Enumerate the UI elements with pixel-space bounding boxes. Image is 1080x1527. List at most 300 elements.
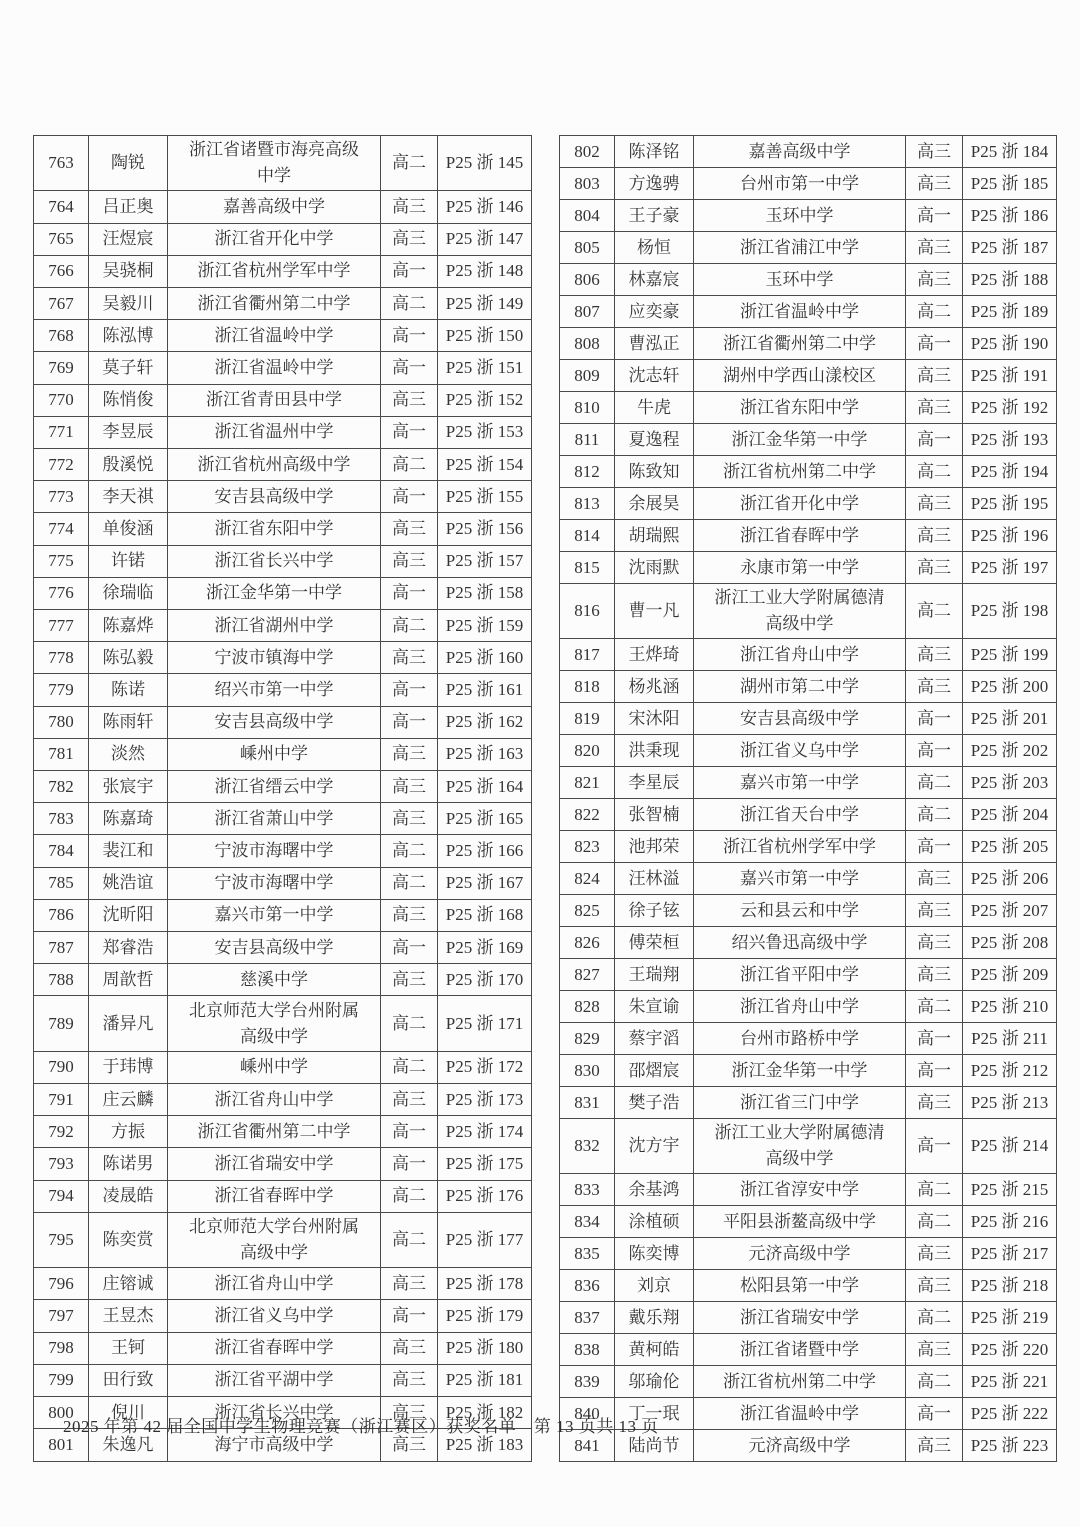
table-row — [560, 895, 1057, 927]
cell-grade: 高二 — [906, 1366, 963, 1398]
cell-number: 814 — [560, 520, 615, 552]
cell-school: 浙江省舟山中学 — [168, 1268, 381, 1300]
cell-number: 801 — [34, 1429, 89, 1462]
cell-cert: P25 浙 189 — [963, 296, 1057, 328]
cell-cert: P25 浙 208 — [963, 927, 1057, 959]
cell-grade: 高三 — [906, 1087, 963, 1119]
cell-cert: P25 浙 156 — [438, 513, 532, 545]
cell-number: 819 — [560, 703, 615, 735]
cell-grade: 高二 — [381, 867, 438, 899]
cell-cert: P25 浙 146 — [438, 191, 532, 223]
cell-grade: 高一 — [381, 577, 438, 609]
table-row — [560, 200, 1057, 232]
table-row — [560, 264, 1057, 296]
cell-name: 张宸宇 — [89, 771, 168, 803]
cell-grade: 高二 — [381, 996, 438, 1051]
cell-number: 804 — [560, 200, 615, 232]
cell-number: 795 — [34, 1212, 89, 1267]
cell-number: 837 — [560, 1302, 615, 1334]
cell-number: 824 — [560, 863, 615, 895]
cell-grade: 高三 — [906, 488, 963, 520]
cell-cert: P25 浙 160 — [438, 642, 532, 674]
cell-school: 宁波市海曙中学 — [168, 867, 381, 899]
cell-number: 770 — [34, 384, 89, 416]
table-row — [34, 255, 532, 287]
cell-school: 浙江省缙云中学 — [168, 771, 381, 803]
cell-school: 湖州中学西山漾校区 — [694, 360, 906, 392]
cell-name: 沈昕阳 — [89, 899, 168, 931]
cell-cert: P25 浙 175 — [438, 1148, 532, 1180]
cell-cert: P25 浙 188 — [963, 264, 1057, 296]
table-row — [560, 863, 1057, 895]
table-row — [34, 287, 532, 319]
cell-grade: 高二 — [381, 1051, 438, 1083]
cell-grade: 高三 — [381, 803, 438, 835]
cell-grade: 高三 — [906, 1270, 963, 1302]
cell-grade: 高一 — [381, 706, 438, 738]
cell-name: 李天祺 — [89, 481, 168, 513]
cell-school: 绍兴市第一中学 — [168, 674, 381, 706]
cell-grade: 高三 — [906, 136, 963, 168]
table-row — [34, 1332, 532, 1364]
cell-grade: 高三 — [906, 1334, 963, 1366]
cell-school: 浙江省温岭中学 — [168, 352, 381, 384]
cell-school: 浙江省义乌中学 — [694, 735, 906, 767]
table-row — [34, 1212, 532, 1267]
cell-number: 816 — [560, 584, 615, 639]
table-row — [560, 991, 1057, 1023]
cell-grade: 高二 — [381, 835, 438, 867]
cell-grade: 高二 — [906, 991, 963, 1023]
table-row — [560, 1302, 1057, 1334]
cell-grade: 高三 — [381, 1364, 438, 1396]
cell-number: 827 — [560, 959, 615, 991]
cell-name: 邬瑜伦 — [615, 1366, 694, 1398]
table-row — [34, 1084, 532, 1116]
cell-grade: 高二 — [381, 136, 438, 191]
table-row — [560, 767, 1057, 799]
cell-name: 牛虎 — [615, 392, 694, 424]
cell-name: 邵熠宸 — [615, 1055, 694, 1087]
cell-cert: P25 浙 184 — [963, 136, 1057, 168]
cell-number: 840 — [560, 1398, 615, 1430]
cell-name: 张智楠 — [615, 799, 694, 831]
cell-number: 818 — [560, 671, 615, 703]
cell-cert: P25 浙 200 — [963, 671, 1057, 703]
table-row — [560, 584, 1057, 639]
cell-number: 794 — [34, 1180, 89, 1212]
cell-cert: P25 浙 148 — [438, 255, 532, 287]
cell-name: 傅荣桓 — [615, 927, 694, 959]
cell-cert: P25 浙 157 — [438, 545, 532, 577]
cell-cert: P25 浙 174 — [438, 1116, 532, 1148]
cell-number: 836 — [560, 1270, 615, 1302]
cell-cert: P25 浙 190 — [963, 328, 1057, 360]
cell-number: 802 — [560, 136, 615, 168]
cell-grade: 高二 — [906, 1302, 963, 1334]
cell-cert: P25 浙 180 — [438, 1332, 532, 1364]
cell-grade: 高二 — [906, 584, 963, 639]
cell-cert: P25 浙 192 — [963, 392, 1057, 424]
cell-cert: P25 浙 201 — [963, 703, 1057, 735]
cell-name: 李昱辰 — [89, 416, 168, 448]
table-row — [560, 168, 1057, 200]
cell-school: 浙江省东阳中学 — [694, 392, 906, 424]
cell-name: 朱宣谕 — [615, 991, 694, 1023]
cell-cert: P25 浙 183 — [438, 1429, 532, 1462]
cell-cert: P25 浙 217 — [963, 1238, 1057, 1270]
cell-cert: P25 浙 185 — [963, 168, 1057, 200]
cell-school: 绍兴鲁迅高级中学 — [694, 927, 906, 959]
table-row — [560, 1270, 1057, 1302]
cell-name: 吴毅川 — [89, 287, 168, 319]
cell-number: 796 — [34, 1268, 89, 1300]
table-row — [560, 488, 1057, 520]
cell-grade: 高三 — [906, 360, 963, 392]
cell-school: 浙江省春晖中学 — [694, 520, 906, 552]
cell-cert: P25 浙 212 — [963, 1055, 1057, 1087]
table-row — [34, 1051, 532, 1083]
cell-number: 778 — [34, 642, 89, 674]
cell-name: 陈嘉烨 — [89, 610, 168, 642]
cell-school: 浙江省舟山中学 — [694, 991, 906, 1023]
cell-school: 浙江省舟山中学 — [694, 639, 906, 671]
cell-school: 浙江省淳安中学 — [694, 1174, 906, 1206]
cell-number: 775 — [34, 545, 89, 577]
cell-name: 陈奕赏 — [89, 1212, 168, 1267]
cell-grade: 高一 — [906, 1119, 963, 1174]
cell-name: 田行致 — [89, 1364, 168, 1396]
cell-cert: P25 浙 210 — [963, 991, 1057, 1023]
cell-number: 813 — [560, 488, 615, 520]
cell-number: 829 — [560, 1023, 615, 1055]
cell-school: 浙江省温州中学 — [168, 416, 381, 448]
cell-number: 763 — [34, 136, 89, 191]
cell-school: 宁波市镇海中学 — [168, 642, 381, 674]
cell-cert: P25 浙 197 — [963, 552, 1057, 584]
cell-grade: 高一 — [906, 328, 963, 360]
cell-number: 767 — [34, 287, 89, 319]
cell-grade: 高一 — [381, 255, 438, 287]
cell-cert: P25 浙 203 — [963, 767, 1057, 799]
cell-school: 浙江省萧山中学 — [168, 803, 381, 835]
cell-cert: P25 浙 177 — [438, 1212, 532, 1267]
cell-cert: P25 浙 164 — [438, 771, 532, 803]
cell-number: 785 — [34, 867, 89, 899]
cell-name: 应奕豪 — [615, 296, 694, 328]
cell-grade: 高一 — [381, 674, 438, 706]
cell-school: 浙江省衢州第二中学 — [168, 1116, 381, 1148]
cell-number: 833 — [560, 1174, 615, 1206]
cell-name: 胡瑞熙 — [615, 520, 694, 552]
cell-cert: P25 浙 195 — [963, 488, 1057, 520]
table-row — [34, 867, 532, 899]
cell-school: 浙江省开化中学 — [168, 223, 381, 255]
table-row — [560, 639, 1057, 671]
cell-school: 安吉县高级中学 — [168, 706, 381, 738]
cell-name: 陈奕博 — [615, 1238, 694, 1270]
cell-number: 764 — [34, 191, 89, 223]
cell-grade: 高三 — [906, 232, 963, 264]
cell-school: 嘉善高级中学 — [694, 136, 906, 168]
cell-name: 夏逸程 — [615, 424, 694, 456]
cell-school: 嘉兴市第一中学 — [168, 899, 381, 931]
cell-number: 787 — [34, 932, 89, 964]
cell-name: 陈泽铭 — [615, 136, 694, 168]
table-row — [560, 296, 1057, 328]
cell-name: 方振 — [89, 1116, 168, 1148]
table-row — [560, 1055, 1057, 1087]
cell-name: 曹一凡 — [615, 584, 694, 639]
cell-grade: 高三 — [906, 863, 963, 895]
cell-name: 丁一珉 — [615, 1398, 694, 1430]
cell-name: 余基鸿 — [615, 1174, 694, 1206]
table-row — [34, 899, 532, 931]
cell-school: 北京师范大学台州附属高级中学 — [168, 996, 381, 1051]
cell-number: 765 — [34, 223, 89, 255]
cell-cert: P25 浙 152 — [438, 384, 532, 416]
cell-number: 786 — [34, 899, 89, 931]
cell-grade: 高三 — [906, 168, 963, 200]
table-row — [34, 352, 532, 384]
cell-cert: P25 浙 213 — [963, 1087, 1057, 1119]
page-footer: 2025 年第 42 届全国中学生物理竞赛（浙江赛区）获奖名单 第 13 页共 13 页 — [63, 1417, 659, 1436]
cell-cert: P25 浙 204 — [963, 799, 1057, 831]
cell-number: 768 — [34, 320, 89, 352]
award-tables-region — [33, 135, 1057, 1462]
cell-school: 浙江省衢州第二中学 — [168, 287, 381, 319]
cell-cert: P25 浙 196 — [963, 520, 1057, 552]
cell-number: 805 — [560, 232, 615, 264]
cell-grade: 高三 — [381, 964, 438, 996]
cell-number: 808 — [560, 328, 615, 360]
table-row — [560, 671, 1057, 703]
cell-school: 嵊州中学 — [168, 738, 381, 770]
table-row — [560, 424, 1057, 456]
table-row — [34, 545, 532, 577]
cell-grade: 高二 — [906, 1174, 963, 1206]
cell-grade: 高一 — [381, 416, 438, 448]
cell-number: 779 — [34, 674, 89, 706]
cell-name: 沈志轩 — [615, 360, 694, 392]
cell-grade: 高三 — [906, 264, 963, 296]
cell-school: 宁波市海曙中学 — [168, 835, 381, 867]
cell-grade: 高一 — [906, 1055, 963, 1087]
table-row — [34, 1300, 532, 1332]
table-row — [34, 320, 532, 352]
cell-name: 陈诺 — [89, 674, 168, 706]
cell-number: 815 — [560, 552, 615, 584]
cell-number: 822 — [560, 799, 615, 831]
cell-grade: 高一 — [906, 1023, 963, 1055]
cell-school: 浙江省杭州第二中学 — [694, 456, 906, 488]
cell-cert: P25 浙 178 — [438, 1268, 532, 1300]
cell-name: 池邦荣 — [615, 831, 694, 863]
cell-number: 773 — [34, 481, 89, 513]
cell-cert: P25 浙 162 — [438, 706, 532, 738]
cell-cert: P25 浙 218 — [963, 1270, 1057, 1302]
table-row — [34, 1180, 532, 1212]
table-row — [34, 771, 532, 803]
cell-cert: P25 浙 172 — [438, 1051, 532, 1083]
cell-school: 浙江省诸暨中学 — [694, 1334, 906, 1366]
cell-name: 裴江和 — [89, 835, 168, 867]
cell-name: 王钶 — [89, 1332, 168, 1364]
cell-number: 793 — [34, 1148, 89, 1180]
cell-name: 王烨琦 — [615, 639, 694, 671]
cell-number: 832 — [560, 1119, 615, 1174]
cell-cert: P25 浙 167 — [438, 867, 532, 899]
cell-cert: P25 浙 169 — [438, 932, 532, 964]
cell-name: 汪煜宸 — [89, 223, 168, 255]
cell-name: 陶锐 — [89, 136, 168, 191]
cell-school: 北京师范大学台州附属高级中学 — [168, 1212, 381, 1267]
cell-cert: P25 浙 151 — [438, 352, 532, 384]
cell-grade: 高二 — [906, 296, 963, 328]
cell-cert: P25 浙 220 — [963, 1334, 1057, 1366]
cell-school: 安吉县高级中学 — [694, 703, 906, 735]
awards-table-right — [559, 135, 1057, 1462]
cell-school: 浙江工业大学附属德清高级中学 — [694, 584, 906, 639]
cell-cert: P25 浙 176 — [438, 1180, 532, 1212]
cell-number: 835 — [560, 1238, 615, 1270]
table-row — [560, 799, 1057, 831]
cell-number: 784 — [34, 835, 89, 867]
cell-number: 821 — [560, 767, 615, 799]
cell-cert: P25 浙 202 — [963, 735, 1057, 767]
cell-number: 809 — [560, 360, 615, 392]
cell-grade: 高三 — [906, 392, 963, 424]
cell-name: 淡然 — [89, 738, 168, 770]
cell-school: 嵊州中学 — [168, 1051, 381, 1083]
table-row — [34, 1364, 532, 1396]
cell-number: 769 — [34, 352, 89, 384]
cell-school: 浙江金华第一中学 — [168, 577, 381, 609]
table-row — [560, 360, 1057, 392]
cell-school: 云和县云和中学 — [694, 895, 906, 927]
table-row — [34, 384, 532, 416]
cell-school: 玉环中学 — [694, 200, 906, 232]
cell-number: 800 — [34, 1397, 89, 1429]
table-row — [560, 1087, 1057, 1119]
cell-cert: P25 浙 159 — [438, 610, 532, 642]
cell-cert: P25 浙 168 — [438, 899, 532, 931]
table-row — [34, 996, 532, 1051]
table-row — [560, 520, 1057, 552]
cell-grade: 高一 — [906, 831, 963, 863]
cell-school: 浙江金华第一中学 — [694, 424, 906, 456]
cell-cert: P25 浙 194 — [963, 456, 1057, 488]
cell-name: 陈致知 — [615, 456, 694, 488]
cell-cert: P25 浙 221 — [963, 1366, 1057, 1398]
cell-school: 浙江省义乌中学 — [168, 1300, 381, 1332]
cell-name: 黄柯皓 — [615, 1334, 694, 1366]
cell-grade: 高三 — [381, 642, 438, 674]
cell-grade: 高三 — [381, 384, 438, 416]
cell-number: 803 — [560, 168, 615, 200]
cell-cert: P25 浙 154 — [438, 449, 532, 481]
cell-name: 凌晟皓 — [89, 1180, 168, 1212]
cell-school: 元济高级中学 — [694, 1430, 906, 1462]
cell-name: 王子豪 — [615, 200, 694, 232]
cell-school: 安吉县高级中学 — [168, 481, 381, 513]
cell-number: 817 — [560, 639, 615, 671]
cell-name: 李星辰 — [615, 767, 694, 799]
table-row — [560, 959, 1057, 991]
cell-cert: P25 浙 179 — [438, 1300, 532, 1332]
cell-school: 浙江省杭州高级中学 — [168, 449, 381, 481]
table-row — [560, 1238, 1057, 1270]
cell-number: 807 — [560, 296, 615, 328]
table-row — [34, 481, 532, 513]
cell-number: 838 — [560, 1334, 615, 1366]
table-row — [34, 964, 532, 996]
cell-school: 嘉善高级中学 — [168, 191, 381, 223]
cell-name: 许锘 — [89, 545, 168, 577]
cell-school: 浙江省平阳中学 — [694, 959, 906, 991]
cell-cert: P25 浙 182 — [438, 1397, 532, 1429]
cell-number: 780 — [34, 706, 89, 738]
cell-grade: 高三 — [381, 1429, 438, 1462]
cell-school: 浙江省春晖中学 — [168, 1332, 381, 1364]
cell-name: 徐子铉 — [615, 895, 694, 927]
cell-name: 刘京 — [615, 1270, 694, 1302]
cell-number: 830 — [560, 1055, 615, 1087]
table-row — [560, 232, 1057, 264]
cell-cert: P25 浙 155 — [438, 481, 532, 513]
cell-name: 潘异凡 — [89, 996, 168, 1051]
cell-grade: 高三 — [381, 1268, 438, 1300]
cell-name: 王昱杰 — [89, 1300, 168, 1332]
table-row — [560, 392, 1057, 424]
cell-cert: P25 浙 207 — [963, 895, 1057, 927]
table-row — [34, 642, 532, 674]
cell-number: 788 — [34, 964, 89, 996]
table-row — [560, 735, 1057, 767]
cell-school: 浙江省瑞安中学 — [168, 1148, 381, 1180]
cell-number: 791 — [34, 1084, 89, 1116]
cell-cert: P25 浙 199 — [963, 639, 1057, 671]
cell-grade: 高三 — [906, 671, 963, 703]
cell-name: 陈诺男 — [89, 1148, 168, 1180]
table-row — [34, 610, 532, 642]
cell-number: 841 — [560, 1430, 615, 1462]
cell-grade: 高三 — [906, 639, 963, 671]
cell-number: 806 — [560, 264, 615, 296]
table-row — [560, 1174, 1057, 1206]
cell-name: 姚浩谊 — [89, 867, 168, 899]
cell-school: 玉环中学 — [694, 264, 906, 296]
cell-school: 浙江省春晖中学 — [168, 1180, 381, 1212]
cell-school: 安吉县高级中学 — [168, 932, 381, 964]
cell-name: 陈弘毅 — [89, 642, 168, 674]
table-row — [34, 191, 532, 223]
cell-name: 余展昊 — [615, 488, 694, 520]
cell-name: 方逸骋 — [615, 168, 694, 200]
cell-cert: P25 浙 222 — [963, 1398, 1057, 1430]
table-row — [560, 1366, 1057, 1398]
cell-grade: 高一 — [906, 703, 963, 735]
table-row — [34, 136, 532, 191]
cell-cert: P25 浙 193 — [963, 424, 1057, 456]
cell-name: 曹泓正 — [615, 328, 694, 360]
cell-number: 798 — [34, 1332, 89, 1364]
cell-school: 浙江省青田县中学 — [168, 384, 381, 416]
cell-school: 浙江省衢州第二中学 — [694, 328, 906, 360]
cell-name: 戴乐翔 — [615, 1302, 694, 1334]
cell-grade: 高二 — [906, 799, 963, 831]
cell-school: 浙江省杭州学军中学 — [694, 831, 906, 863]
